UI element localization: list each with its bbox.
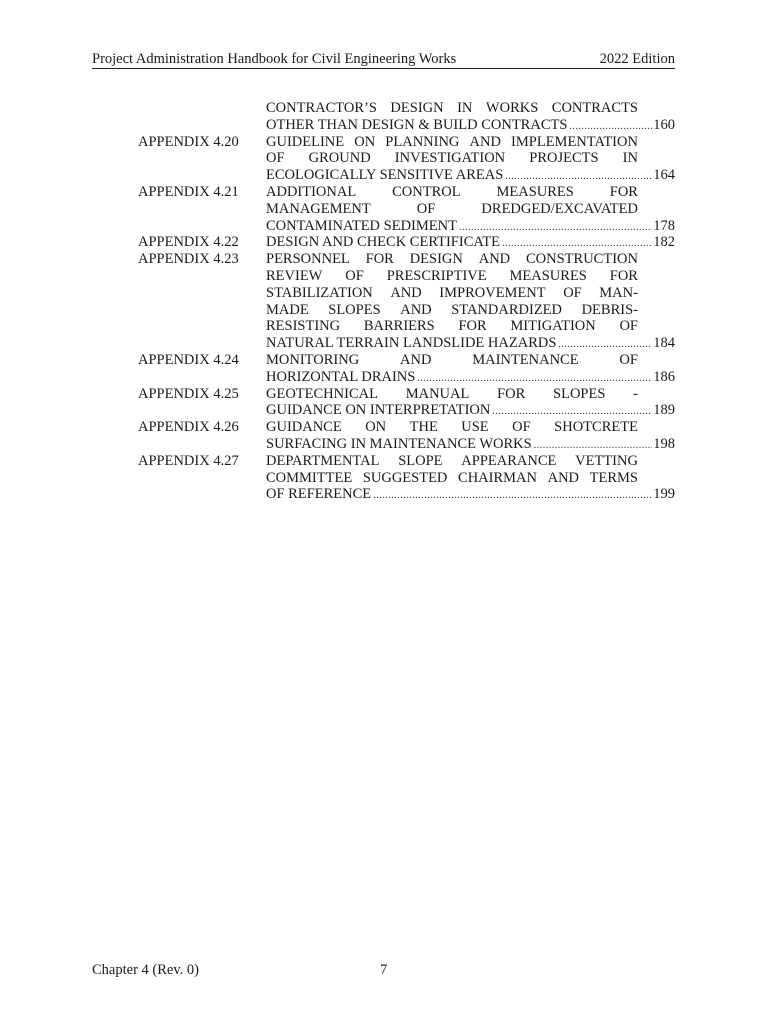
toc-page-number: 160 [653,116,675,133]
toc-page-number: 164 [653,167,675,184]
toc-entry[interactable] [138,386,675,420]
title-line-text: SURFACING IN MAINTENANCE WORKS [266,435,532,452]
appendix-label: APPENDIX 4.20 [138,133,239,150]
toc-page-number: 186 [653,368,675,385]
toc-entry[interactable] [138,352,675,386]
title-line: MADE SLOPES AND STANDARDIZED DEBRIS- [266,301,638,318]
page-header [92,50,675,69]
entry-title [266,234,675,251]
title-last-line [266,234,675,251]
entry-title [266,100,675,134]
entry-title [266,251,675,352]
toc-page-number: 178 [653,217,675,234]
title-last-line [266,167,675,184]
entry-title [266,419,675,453]
title-line-text: NATURAL TERRAIN LANDSLIDE HAZARDS [266,335,557,352]
entry-title [266,352,675,386]
chapter-label: Chapter 4 (Rev. 0) [92,962,199,978]
edition-label: 2022 Edition [599,51,675,67]
title-line: MONITORING AND MAINTENANCE OF [266,351,638,368]
title-last-line [266,436,675,453]
title-line-text: DESIGN AND CHECK CERTIFICATE [266,234,500,251]
title-line: REVIEW OF PRESCRIPTIVE MEASURES FOR [266,267,638,284]
title-line: GUIDELINE ON PLANNING AND IMPLEMENTATION [266,133,638,150]
toc-entry[interactable] [138,134,675,184]
page-number: 7 [380,962,388,978]
appendix-label: APPENDIX 4.22 [138,234,239,251]
title-line: OF GROUND INVESTIGATION PROJECTS IN [266,150,638,167]
toc-page-number: 184 [653,335,675,352]
title-line: GEOTECHNICAL MANUAL FOR SLOPES - [266,385,638,402]
document-title: Project Administration Handbook for Civil Engineering Works [92,51,457,67]
title-line: CONTRACTOR’S DESIGN IN WORKS CONTRACTS [266,100,638,116]
entry-title [266,453,675,503]
title-line: DEPARTMENTAL SLOPE APPEARANCE VETTING [266,452,638,469]
title-last-line [266,218,675,235]
toc-page-number: 189 [653,402,675,419]
title-last-line [266,117,675,134]
table-of-contents [138,100,675,503]
title-line: COMMITTEE SUGGESTED CHAIRMAN AND TERMS [266,469,638,486]
appendix-label: APPENDIX 4.24 [138,351,239,368]
title-line: GUIDANCE ON THE USE OF SHOTCRETE [266,419,638,436]
appendix-label: APPENDIX 4.25 [138,385,239,402]
title-line-text: HORIZONTAL DRAINS [266,368,416,385]
toc-page-number: 198 [653,435,675,452]
toc-entry[interactable] [138,234,675,251]
title-last-line [266,369,675,386]
appendix-label: APPENDIX 4.21 [138,183,239,200]
title-line: ADDITIONAL CONTROL MEASURES FOR [266,183,638,200]
toc-entry[interactable] [138,184,675,234]
title-line: STABILIZATION AND IMPROVEMENT OF MAN- [266,284,638,301]
appendix-label: APPENDIX 4.23 [138,251,239,268]
dot-leader [373,488,652,505]
title-line: RESISTING BARRIERS FOR MITIGATION OF [266,318,638,335]
title-line-text: OTHER THAN DESIGN & BUILD CONTRACTS [266,116,568,133]
toc-page-number: 182 [653,234,675,251]
title-line-text: GUIDANCE ON INTERPRETATION [266,402,491,419]
entry-title [266,184,675,234]
title-last-line [266,486,675,503]
entry-title [266,386,675,420]
toc-page-number: 199 [653,486,675,503]
title-line-text: ECOLOGICALLY SENSITIVE AREAS [266,167,504,184]
title-last-line [266,335,675,352]
title-line-text: OF REFERENCE [266,486,372,503]
toc-entry[interactable] [138,453,675,503]
title-line: PERSONNEL FOR DESIGN AND CONSTRUCTION [266,251,638,268]
entry-title [266,134,675,184]
toc-entry[interactable] [138,419,675,453]
appendix-label: APPENDIX 4.27 [138,452,239,469]
title-line-text: CONTAMINATED SEDIMENT [266,217,457,234]
toc-entry[interactable] [138,100,675,134]
toc-entry[interactable] [138,251,675,352]
title-line: MANAGEMENT OF DREDGED/EXCAVATED [266,200,638,217]
title-last-line [266,402,675,419]
appendix-label: APPENDIX 4.26 [138,419,239,436]
